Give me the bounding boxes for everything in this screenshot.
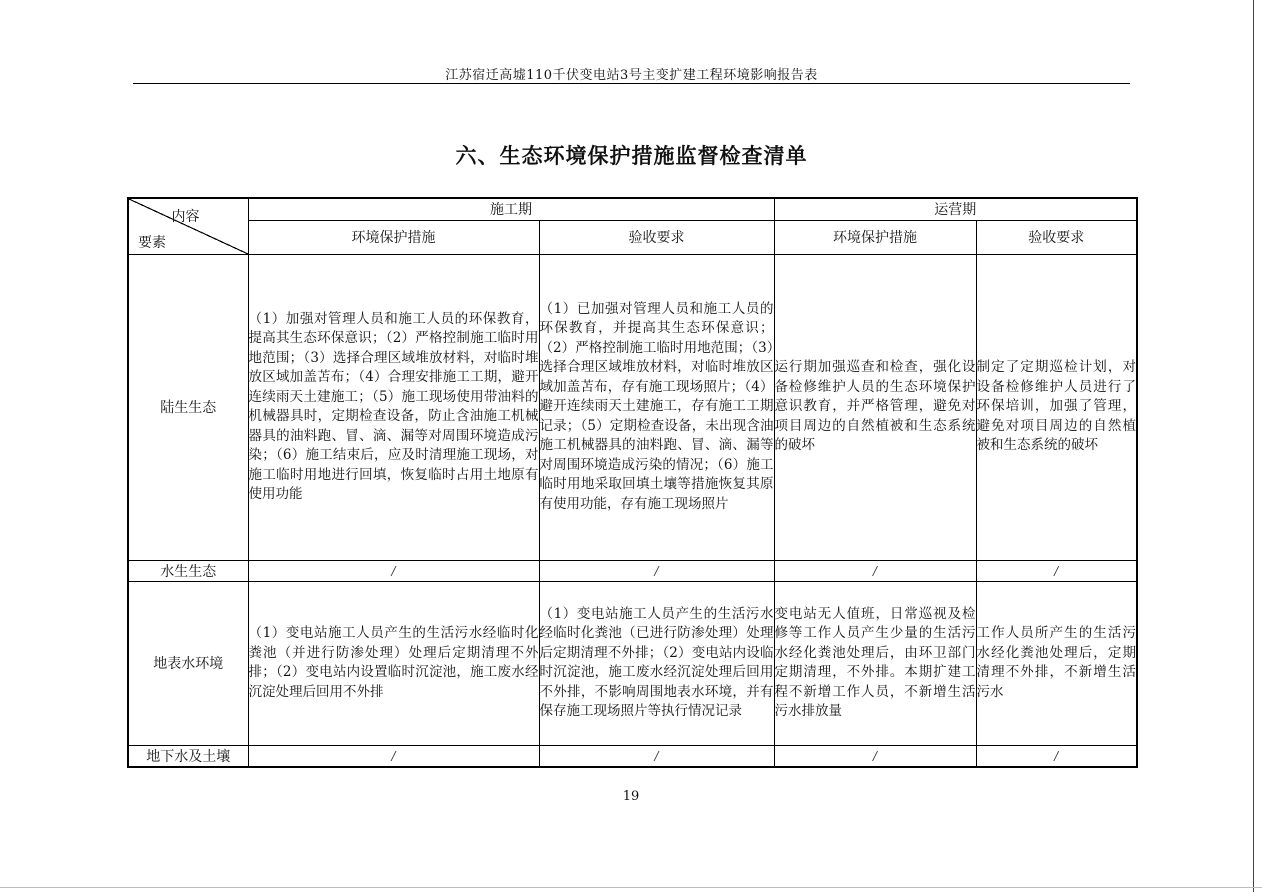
supervision-checklist-table	[127, 197, 1138, 768]
construction-acceptance-cell: （1）变电站施工人员产生的生活污水经临时化粪池（已进行防渗处理）处理后定期清理不外排；（2）变电站内设临时沉淀池，施工废水经沉淀处理后回用不外排，不影响周围地表水环境，并有保存施工现场照片等执行情况记录	[539, 581, 774, 745]
table-row	[128, 254, 1137, 560]
section-title: 六、生态环境保护措施监督检查清单	[455, 144, 808, 168]
corner-label-factor: 要素	[138, 234, 166, 251]
group-header-row	[128, 198, 1137, 220]
operation-measures-cell: 变电站无人值班，日常巡视及检修等工作人员产生少量的生活污水经化粪池处理后，由环卫部门定期清理，不外排。本期扩建工程不新增工作人员，不新增生活污水排放量	[774, 581, 976, 745]
page-number: 19	[622, 789, 640, 804]
factor-terrestrial-ecology: 陆生生态	[128, 254, 248, 560]
table-row	[128, 581, 1137, 745]
header-rule	[133, 83, 1130, 84]
construction-measures-header: 环境保护措施	[248, 220, 539, 254]
not-applicable-mark: /	[248, 745, 539, 767]
operation-acceptance-cell: 工作人员所产生的生活污水经化粪池处理后，定期清理不外排，不新增生活污水	[976, 581, 1137, 745]
construction-acceptance-header: 验收要求	[539, 220, 774, 254]
construction-period-header: 施工期	[248, 198, 774, 220]
factor-surface-water: 地表水环境	[128, 581, 248, 745]
not-applicable-mark: /	[976, 560, 1137, 581]
not-applicable-mark: /	[774, 745, 976, 767]
not-applicable-mark: /	[774, 560, 976, 581]
operation-period-header: 运营期	[774, 198, 1137, 220]
operation-measures-header: 环境保护措施	[774, 220, 976, 254]
corner-header-cell	[128, 198, 248, 254]
running-header: 江苏宿迁高墟110千伏变电站3号主变扩建工程环境影响报告表	[445, 68, 818, 83]
operation-acceptance-header: 验收要求	[976, 220, 1137, 254]
table-row	[128, 560, 1137, 581]
operation-measures-cell: 运行期加强巡查和检查，强化设备检修维护人员的生态环境保护意识教育，并严格管理，避免对项目周边的自然植被和生态系统的破坏	[774, 254, 976, 560]
page-right-edge	[1253, 0, 1254, 892]
factor-groundwater-soil: 地下水及土壤	[128, 745, 248, 767]
construction-measures-cell: （1）变电站施工人员产生的生活污水经临时化粪池（并进行防渗处理）处理后定期清理不外排；（2）变电站内设置临时沉淀池，施工废水经沉淀处理后回用不外排	[248, 581, 539, 745]
not-applicable-mark: /	[976, 745, 1137, 767]
operation-acceptance-cell: 制定了定期巡检计划，对设备检修维护人员进行了环保培训，加强了管理，避免对项目周边的自然植被和生态系统的破坏	[976, 254, 1137, 560]
not-applicable-mark: /	[248, 560, 539, 581]
table-row	[128, 745, 1137, 767]
factor-aquatic-ecology: 水生生态	[128, 560, 248, 581]
sub-header-row	[128, 220, 1137, 254]
construction-measures-cell: （1）加强对管理人员和施工人员的环保教育，提高其生态环保意识；（2）严格控制施工临时用地范围；（3）选择合理区域堆放材料，对临时堆放区域加盖苫布；（4）合理安排施工工期，避开连续雨天土建施工；（5）施工现场使用带油料的机械器具时，定期检查设备，防止含油施工机械器具的油料跑、冒、滴、漏等对周围环境造成污染；（6）施工结束后，应及时清理施工现场，对施工临时用地进行回填，恢复临时占用土地原有使用功能	[248, 254, 539, 560]
corner-label-content: 内容	[171, 209, 200, 225]
not-applicable-mark: /	[539, 745, 774, 767]
construction-acceptance-cell: （1）已加强对管理人员和施工人员的环保教育，并提高其生态环保意识；（2）严格控制施工临时用地范围；（3）选择合理区域堆放材料，对临时堆放区域加盖苫布，存有施工现场照片；（4）避开连续雨天土建施工，存有施工工期记录；（5）定期检查设备，未出现含油施工机械器具的油料跑、冒、滴、漏等对周围环境造成污染的情况；（6）施工临时用地采取回填土壤等措施恢复其原有使用功能，存有施工现场照片	[539, 254, 774, 560]
page-bottom-edge	[0, 887, 1262, 888]
not-applicable-mark: /	[539, 560, 774, 581]
